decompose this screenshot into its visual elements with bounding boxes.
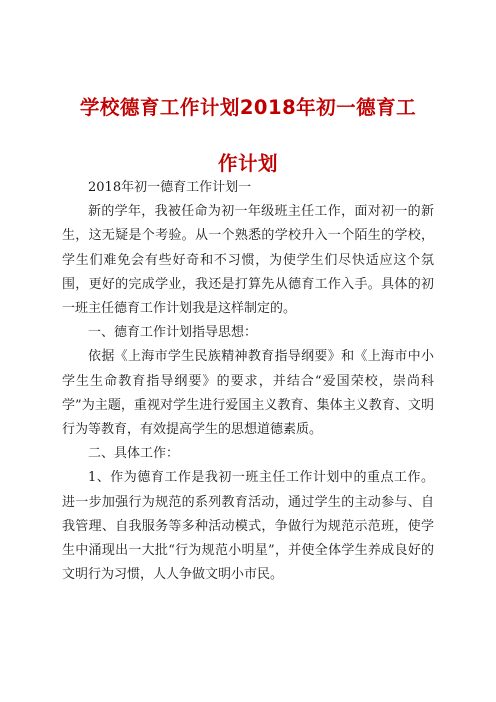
paragraph-guiding-ideas: 依据《上海市学生民族精神教育指导纲要》和《上海市中小学生生命教育指导纲要》的要求，并结合“爱国荣校，崇尚科学”为主题，重视对学生进行爱国主义教育、集体主义教育、文明行为等教育，有效提高学生的思想道德素质。 (62, 349, 434, 438)
paragraph-specific-work-1: 1、作为德育工作是我初一班主任工作计划中的重点工作。进一步加强行为规范的系列教育活动，通过学生的主动参与、自我管理、自我服务等多种活动模式，争做行为规范示范班，使学生中涌现出一大批“行为规范小明星”，并使全体学生养成良好的文明行为习惯，人人争做文明小市民。 (62, 470, 434, 583)
section-heading-guiding-ideas: 一、德育工作计划指导思想： (88, 325, 258, 341)
document-title-line-1: 学校德育工作计划2018年初一德育工 (79, 96, 417, 119)
paragraph-intro: 新的学年，我被任命为初一年级班主任工作，面对初一的新生，这无疑是个考验。从一个熟悉的学校升入一个陌生的学校，学生们难免会有些好奇和不习惯，为使学生们尽快适应这个氛围，更好的完成学业，我还是打算先从德育工作入手。具体的初一班主任德育工作计划我是这样制定的。 (62, 204, 434, 317)
document-title-line-2: 作计划 (217, 152, 278, 175)
document-body (62, 176, 434, 587)
paragraph-heading-plan: 2018年初一德育工作计划一 (88, 180, 252, 195)
section-heading-specific-work: 二、具体工作： (88, 446, 180, 462)
